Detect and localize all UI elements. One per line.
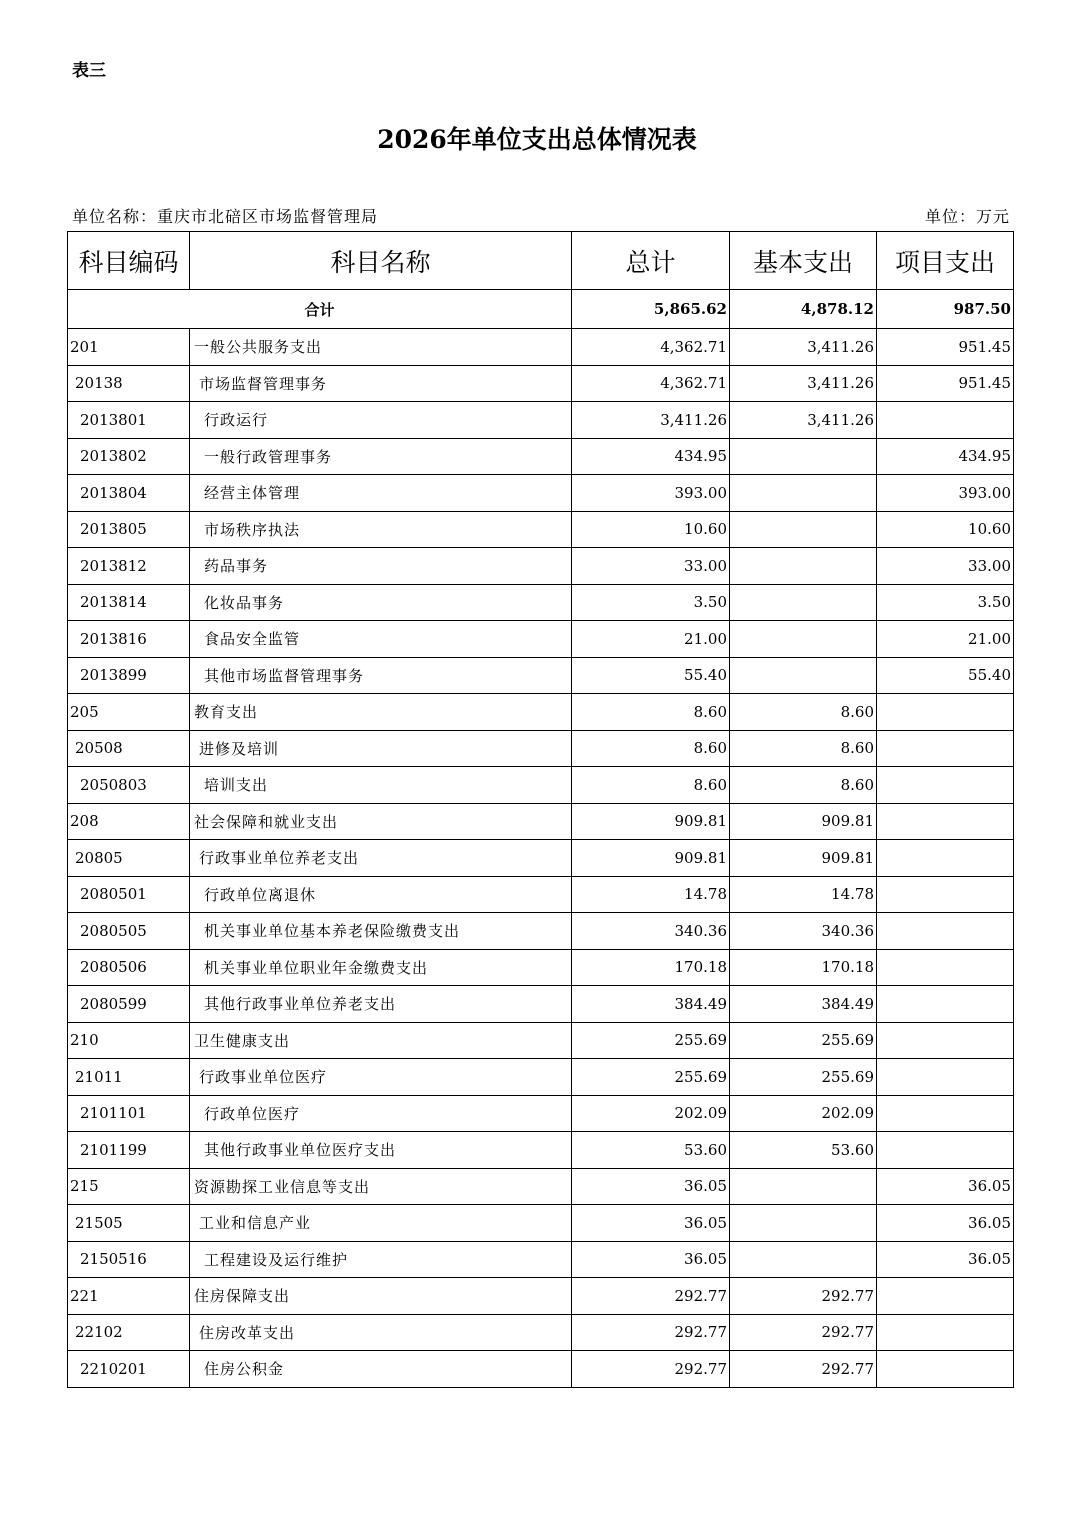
total-basic: 4,878.12 bbox=[730, 290, 877, 329]
row-project bbox=[877, 1095, 1014, 1132]
row-basic: 8.60 bbox=[730, 730, 877, 767]
row-name: 进修及培训 bbox=[190, 730, 572, 767]
row-code: 2013802 bbox=[68, 438, 190, 475]
row-total: 434.95 bbox=[572, 438, 730, 475]
row-total: 3,411.26 bbox=[572, 402, 730, 439]
row-total: 292.77 bbox=[572, 1351, 730, 1388]
total-label: 合计 bbox=[68, 290, 572, 329]
row-total: 255.69 bbox=[572, 1059, 730, 1096]
row-total: 170.18 bbox=[572, 949, 730, 986]
row-basic bbox=[730, 1168, 877, 1205]
row-total: 8.60 bbox=[572, 767, 730, 804]
row-project bbox=[877, 1278, 1014, 1315]
row-name: 市场秩序执法 bbox=[190, 511, 572, 548]
row-code: 2210201 bbox=[68, 1351, 190, 1388]
row-total: 909.81 bbox=[572, 840, 730, 877]
row-project bbox=[877, 730, 1014, 767]
row-total: 909.81 bbox=[572, 803, 730, 840]
row-code: 2150516 bbox=[68, 1241, 190, 1278]
row-name: 住房保障支出 bbox=[190, 1278, 572, 1315]
table-row bbox=[68, 1059, 1014, 1096]
row-name: 化妆品事务 bbox=[190, 584, 572, 621]
row-total: 14.78 bbox=[572, 876, 730, 913]
row-basic: 14.78 bbox=[730, 876, 877, 913]
row-name: 其他行政事业单位医疗支出 bbox=[190, 1132, 572, 1169]
table-row bbox=[68, 438, 1014, 475]
row-code: 20138 bbox=[68, 365, 190, 402]
row-total: 4,362.71 bbox=[572, 365, 730, 402]
row-total: 292.77 bbox=[572, 1278, 730, 1315]
row-basic: 384.49 bbox=[730, 986, 877, 1023]
row-project bbox=[877, 913, 1014, 950]
row-basic bbox=[730, 1205, 877, 1242]
row-code: 208 bbox=[68, 803, 190, 840]
column-header-project: 项目支出 bbox=[877, 232, 1014, 290]
row-name: 市场监督管理事务 bbox=[190, 365, 572, 402]
row-code: 2013801 bbox=[68, 402, 190, 439]
row-project bbox=[877, 949, 1014, 986]
row-name: 行政单位离退休 bbox=[190, 876, 572, 913]
row-name: 卫生健康支出 bbox=[190, 1022, 572, 1059]
unit-name: 单位名称：重庆市北碚区市场监督管理局 bbox=[72, 207, 379, 226]
row-name: 机关事业单位职业年金缴费支出 bbox=[190, 949, 572, 986]
row-code: 205 bbox=[68, 694, 190, 731]
row-total: 10.60 bbox=[572, 511, 730, 548]
table-row bbox=[68, 1241, 1014, 1278]
row-project: 55.40 bbox=[877, 657, 1014, 694]
row-name: 工业和信息产业 bbox=[190, 1205, 572, 1242]
table-row bbox=[68, 840, 1014, 877]
row-code: 2080501 bbox=[68, 876, 190, 913]
row-code: 2080505 bbox=[68, 913, 190, 950]
row-name: 行政事业单位养老支出 bbox=[190, 840, 572, 877]
table-row bbox=[68, 1095, 1014, 1132]
table-header-row bbox=[68, 232, 1014, 290]
row-code: 2080506 bbox=[68, 949, 190, 986]
row-total: 36.05 bbox=[572, 1168, 730, 1205]
table-row bbox=[68, 1314, 1014, 1351]
table-row bbox=[68, 1351, 1014, 1388]
table-row bbox=[68, 1022, 1014, 1059]
row-basic: 292.77 bbox=[730, 1314, 877, 1351]
table-label: 表三 bbox=[72, 61, 106, 81]
total-sum: 5,865.62 bbox=[572, 290, 730, 329]
row-project: 36.05 bbox=[877, 1168, 1014, 1205]
row-basic bbox=[730, 475, 877, 512]
table-row bbox=[68, 475, 1014, 512]
row-code: 2101199 bbox=[68, 1132, 190, 1169]
row-project: 951.45 bbox=[877, 329, 1014, 366]
row-code: 2013812 bbox=[68, 548, 190, 585]
row-basic: 292.77 bbox=[730, 1351, 877, 1388]
table-row bbox=[68, 1132, 1014, 1169]
table-row bbox=[68, 694, 1014, 731]
row-project bbox=[877, 1059, 1014, 1096]
table-row bbox=[68, 402, 1014, 439]
row-basic: 3,411.26 bbox=[730, 402, 877, 439]
row-name: 行政运行 bbox=[190, 402, 572, 439]
row-project bbox=[877, 1132, 1014, 1169]
row-name: 机关事业单位基本养老保险缴费支出 bbox=[190, 913, 572, 950]
row-code: 215 bbox=[68, 1168, 190, 1205]
row-project bbox=[877, 694, 1014, 731]
table-row bbox=[68, 511, 1014, 548]
table-row bbox=[68, 803, 1014, 840]
row-name: 一般公共服务支出 bbox=[190, 329, 572, 366]
table-row bbox=[68, 365, 1014, 402]
total-row bbox=[68, 290, 1014, 329]
table-row bbox=[68, 329, 1014, 366]
row-project: 434.95 bbox=[877, 438, 1014, 475]
row-basic bbox=[730, 1241, 877, 1278]
row-project: 21.00 bbox=[877, 621, 1014, 658]
expenditure-table bbox=[67, 231, 1014, 1388]
row-code: 2013899 bbox=[68, 657, 190, 694]
row-basic bbox=[730, 548, 877, 585]
row-name: 社会保障和就业支出 bbox=[190, 803, 572, 840]
column-header-total: 总计 bbox=[572, 232, 730, 290]
row-project: 10.60 bbox=[877, 511, 1014, 548]
row-project: 951.45 bbox=[877, 365, 1014, 402]
row-code: 2013816 bbox=[68, 621, 190, 658]
row-project: 36.05 bbox=[877, 1241, 1014, 1278]
row-code: 20508 bbox=[68, 730, 190, 767]
table-row bbox=[68, 1205, 1014, 1242]
row-basic: 8.60 bbox=[730, 767, 877, 804]
row-name: 行政事业单位医疗 bbox=[190, 1059, 572, 1096]
row-name: 其他市场监督管理事务 bbox=[190, 657, 572, 694]
table-row bbox=[68, 584, 1014, 621]
row-project bbox=[877, 1314, 1014, 1351]
row-project bbox=[877, 767, 1014, 804]
row-basic: 909.81 bbox=[730, 840, 877, 877]
row-basic: 53.60 bbox=[730, 1132, 877, 1169]
row-code: 221 bbox=[68, 1278, 190, 1315]
row-basic: 255.69 bbox=[730, 1059, 877, 1096]
row-code: 2101101 bbox=[68, 1095, 190, 1132]
row-total: 8.60 bbox=[572, 730, 730, 767]
row-name: 工程建设及运行维护 bbox=[190, 1241, 572, 1278]
row-project bbox=[877, 803, 1014, 840]
row-code: 21011 bbox=[68, 1059, 190, 1096]
row-total: 8.60 bbox=[572, 694, 730, 731]
page-title: 2026年单位支出总体情况表 bbox=[377, 125, 697, 154]
total-project: 987.50 bbox=[877, 290, 1014, 329]
row-name: 住房公积金 bbox=[190, 1351, 572, 1388]
row-project: 36.05 bbox=[877, 1205, 1014, 1242]
row-name: 药品事务 bbox=[190, 548, 572, 585]
row-project bbox=[877, 402, 1014, 439]
row-total: 255.69 bbox=[572, 1022, 730, 1059]
row-basic: 202.09 bbox=[730, 1095, 877, 1132]
row-total: 33.00 bbox=[572, 548, 730, 585]
table-row bbox=[68, 1278, 1014, 1315]
table-row bbox=[68, 876, 1014, 913]
row-name: 经营主体管理 bbox=[190, 475, 572, 512]
row-name: 一般行政管理事务 bbox=[190, 438, 572, 475]
row-basic bbox=[730, 511, 877, 548]
row-name: 其他行政事业单位养老支出 bbox=[190, 986, 572, 1023]
column-header-name: 科目名称 bbox=[190, 232, 572, 290]
row-name: 住房改革支出 bbox=[190, 1314, 572, 1351]
row-name: 培训支出 bbox=[190, 767, 572, 804]
row-code: 2050803 bbox=[68, 767, 190, 804]
table-row bbox=[68, 913, 1014, 950]
row-project bbox=[877, 876, 1014, 913]
row-basic: 292.77 bbox=[730, 1278, 877, 1315]
table-row bbox=[68, 767, 1014, 804]
row-project: 393.00 bbox=[877, 475, 1014, 512]
row-code: 20805 bbox=[68, 840, 190, 877]
row-total: 202.09 bbox=[572, 1095, 730, 1132]
row-project bbox=[877, 1022, 1014, 1059]
row-project: 33.00 bbox=[877, 548, 1014, 585]
row-total: 292.77 bbox=[572, 1314, 730, 1351]
table-row bbox=[68, 657, 1014, 694]
row-name: 行政单位医疗 bbox=[190, 1095, 572, 1132]
row-project bbox=[877, 1351, 1014, 1388]
table-row bbox=[68, 621, 1014, 658]
row-basic: 255.69 bbox=[730, 1022, 877, 1059]
row-basic: 3,411.26 bbox=[730, 365, 877, 402]
row-basic bbox=[730, 621, 877, 658]
row-total: 384.49 bbox=[572, 986, 730, 1023]
row-code: 22102 bbox=[68, 1314, 190, 1351]
row-project: 3.50 bbox=[877, 584, 1014, 621]
unit-of-measure: 单位：万元 bbox=[924, 207, 1010, 226]
row-total: 53.60 bbox=[572, 1132, 730, 1169]
row-code: 2013804 bbox=[68, 475, 190, 512]
row-name: 食品安全监管 bbox=[190, 621, 572, 658]
row-basic: 909.81 bbox=[730, 803, 877, 840]
row-code: 210 bbox=[68, 1022, 190, 1059]
row-total: 36.05 bbox=[572, 1205, 730, 1242]
row-total: 55.40 bbox=[572, 657, 730, 694]
row-total: 340.36 bbox=[572, 913, 730, 950]
row-total: 393.00 bbox=[572, 475, 730, 512]
row-code: 21505 bbox=[68, 1205, 190, 1242]
row-basic: 8.60 bbox=[730, 694, 877, 731]
row-basic bbox=[730, 657, 877, 694]
row-basic: 340.36 bbox=[730, 913, 877, 950]
row-project bbox=[877, 840, 1014, 877]
row-total: 36.05 bbox=[572, 1241, 730, 1278]
table-row bbox=[68, 949, 1014, 986]
column-header-basic: 基本支出 bbox=[730, 232, 877, 290]
row-basic bbox=[730, 584, 877, 621]
row-name: 资源勘探工业信息等支出 bbox=[190, 1168, 572, 1205]
row-project bbox=[877, 986, 1014, 1023]
row-code: 201 bbox=[68, 329, 190, 366]
row-total: 21.00 bbox=[572, 621, 730, 658]
row-basic bbox=[730, 438, 877, 475]
row-code: 2013814 bbox=[68, 584, 190, 621]
row-name: 教育支出 bbox=[190, 694, 572, 731]
row-basic: 170.18 bbox=[730, 949, 877, 986]
table-row bbox=[68, 1168, 1014, 1205]
row-total: 4,362.71 bbox=[572, 329, 730, 366]
row-code: 2013805 bbox=[68, 511, 190, 548]
table-row bbox=[68, 986, 1014, 1023]
column-header-code: 科目编码 bbox=[68, 232, 190, 290]
table-row bbox=[68, 730, 1014, 767]
row-code: 2080599 bbox=[68, 986, 190, 1023]
row-basic: 3,411.26 bbox=[730, 329, 877, 366]
table-row bbox=[68, 548, 1014, 585]
row-total: 3.50 bbox=[572, 584, 730, 621]
